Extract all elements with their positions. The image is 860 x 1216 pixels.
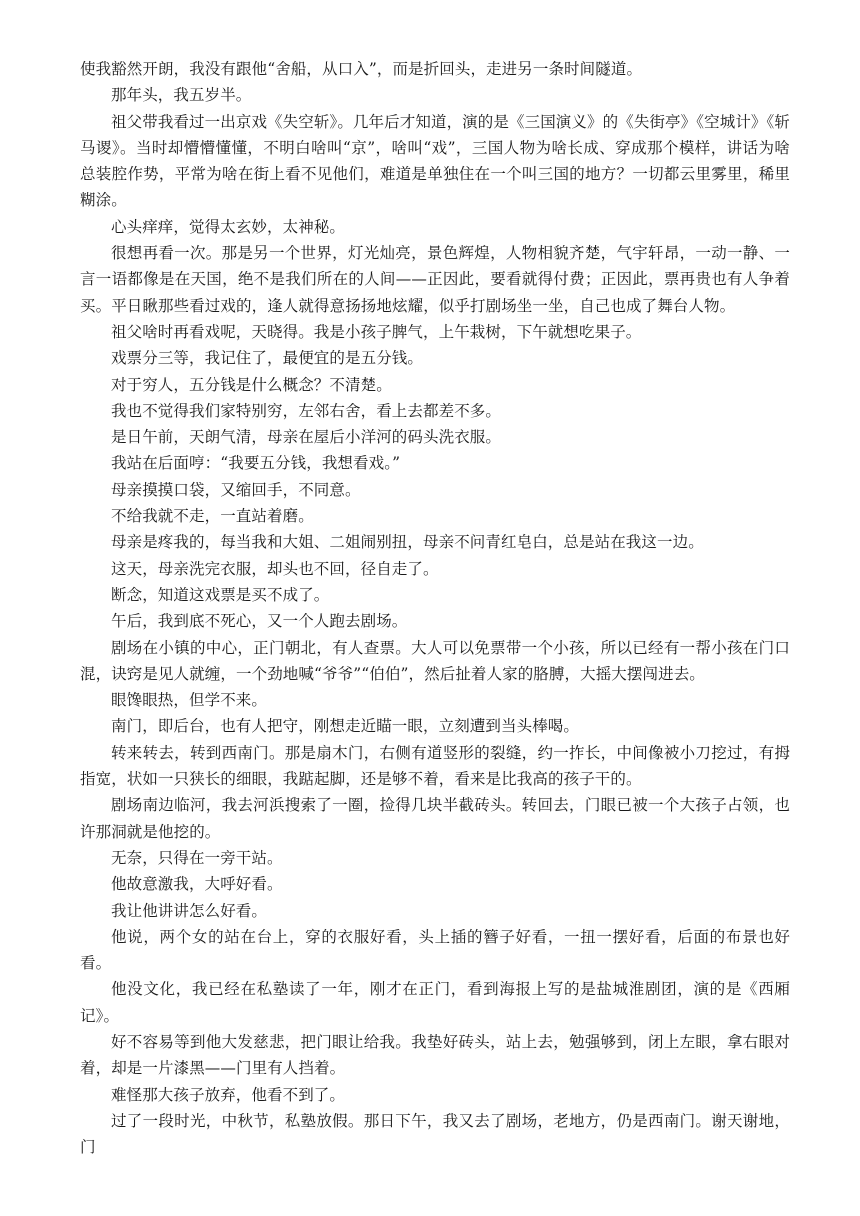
paragraph: 是日午前，天朗气清，母亲在屋后小洋河的码头洗衣服。 (111, 428, 502, 447)
paragraph: 不给我就不走，一直站着磨。 (111, 507, 314, 526)
paragraph: 那年头，我五岁半。 (111, 86, 252, 105)
paragraph: 好不容易等到他大发慈悲，把门眼让给我。我垫好砖头，站上去，勉强够到，闭上左眼，拿右眼对着，却是一片漆黑——门里有人挡着。 (80, 1032, 790, 1078)
paragraph: 无奈，只得在一旁干站。 (111, 848, 283, 867)
paragraph: 他故意激我，大呼好看。 (111, 875, 283, 894)
paragraph: 祖父啥时再看戏呢，天晓得。我是小孩子脾气，上午栽树，下午就想吃果子。 (111, 322, 642, 341)
paragraph: 戏票分三等，我记住了，最便宜的是五分钱。 (111, 349, 424, 368)
paragraph: 过了一段时光，中秋节，私塾放假。那日下午，我又去了剧场，老地方，仍是西南门。谢天谢地，门 (80, 1111, 790, 1157)
paragraph: 心头痒痒，觉得太玄妙，太神秘。 (111, 217, 346, 236)
paragraph: 我让他讲讲怎么好看。 (111, 901, 268, 920)
paragraph: 他说，两个女的站在台上，穿的衣服好看，头上插的簪子好看，一扭一摆好看，后面的布景也好看。 (80, 927, 790, 973)
paragraph: 对于穷人，五分钱是什么概念？不清楚。 (111, 375, 392, 394)
paragraph: 午后，我到底不死心，又一个人跑去剧场。 (111, 612, 408, 631)
paragraph: 我站在后面哼：“我要五分钱，我想看戏。” (111, 454, 401, 473)
paragraph: 转来转去，转到西南门。那是扇木门，右侧有道竖形的裂缝，约一拃长，中间像被小刀挖过，有拇指宽，状如一只狭长的细眼，我踮起脚，还是够不着，看来是比我高的孩子干的。 (80, 743, 790, 789)
paragraph: 母亲摸摸口袋，又缩回手，不同意。 (111, 480, 361, 499)
paragraph: 祖父带我看过一出京戏《失空斩》。几年后才知道，演的是《三国演义》的《失街亭》《空城计》《斩马谡》。当时却懵懵懂懂，不明白啥叫“京”，啥叫“戏”，三国人物为啥长成、穿成那个模样，讲话为啥总装腔作势，平常为啥在街上看不见他们，难道是单独住在一个叫三国的地方？一切都云里雾里，稀里糊涂。 (80, 112, 790, 210)
paragraph: 眼馋眼热，但学不来。 (111, 691, 268, 710)
paragraph: 这天，母亲洗完衣服，却头也不回，径自走了。 (111, 559, 439, 578)
paragraph: 我也不觉得我们家特别穷，左邻右舍，看上去都差不多。 (111, 401, 502, 420)
paragraph: 断念，知道这戏票是买不成了。 (111, 585, 330, 604)
paragraph: 很想再看一次。那是另一个世界，灯光灿亮，景色辉煌，人物相貌齐楚，气宇轩昂，一动一静、一言一语都像是在天国，绝不是我们所在的人间——正因此，要看就得付费；正因此，票再贵也有人争着买。平日瞅那些看过戏的，逢人就得意扬扬地炫耀，似乎打剧场坐一坐，自己也成了舞台人物。 (80, 244, 790, 315)
document-body (80, 56, 790, 1160)
paragraph: 剧场南边临河，我去河浜搜索了一圈，捡得几块半截砖头。转回去，门眼已被一个大孩子占领，也许那洞就是他挖的。 (80, 796, 790, 841)
paragraph: 难怪那大孩子放弃，他看不到了。 (111, 1085, 346, 1104)
paragraph: 剧场在小镇的中心，正门朝北，有人查票。大人可以免票带一个小孩，所以已经有一帮小孩在门口混，诀窍是见人就缠，一个劲地喊“爷爷”“伯伯”，然后扯着人家的胳膊，大摇大摆闯进去。 (80, 638, 790, 683)
paragraph: 母亲是疼我的，每当我和大姐、二姐闹别扭，母亲不问青红皂白，总是站在我这一边。 (111, 533, 704, 552)
paragraph: 南门，即后台，也有人把守，刚想走近瞄一眼，立刻遭到当头棒喝。 (111, 717, 580, 736)
paragraph: 他没文化，我已经在私塾读了一年，刚才在正门，看到海报上写的是盐城淮剧团，演的是《西厢记》。 (80, 980, 790, 1025)
paragraph: 使我豁然开朗，我没有跟他“舍船，从口入”，而是折回头，走进另一条时间隧道。 (80, 60, 643, 78)
